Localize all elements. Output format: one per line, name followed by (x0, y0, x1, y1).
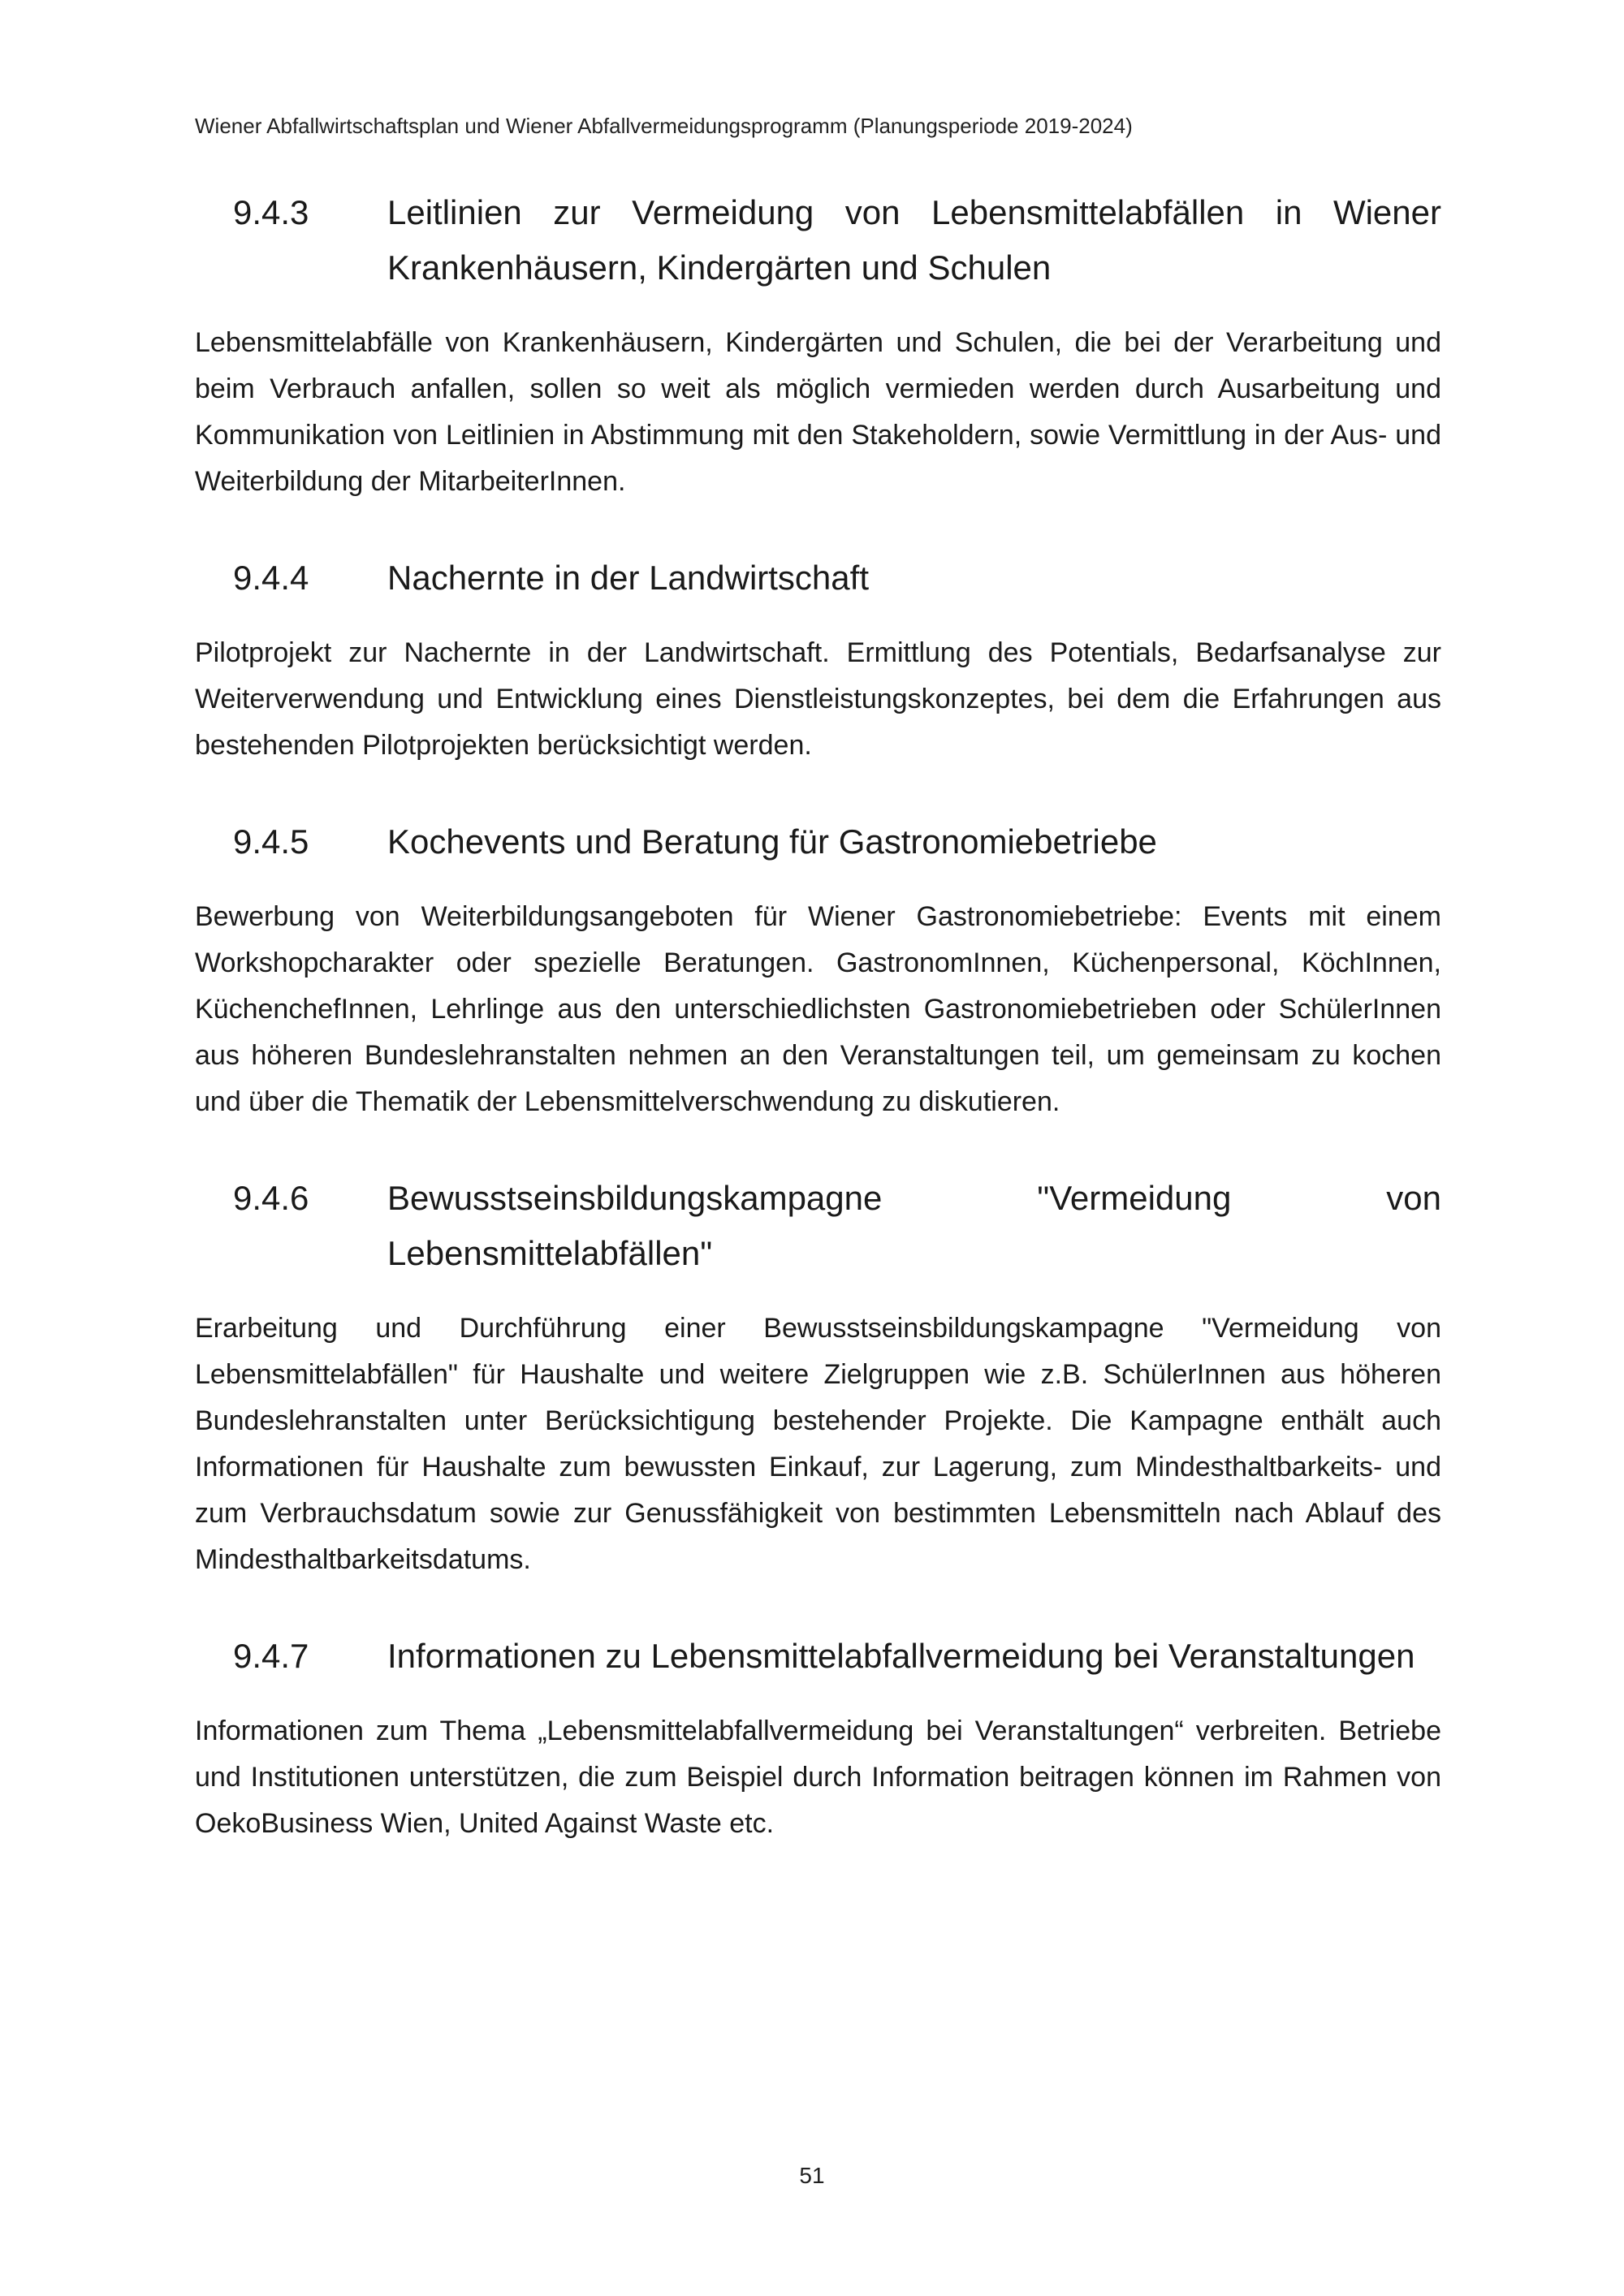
section-paragraph: Bewerbung von Weiterbildungsangeboten für Wiener Gastronomiebetriebe: Events mit einem Workshopcharakter oder spezielle Beratungen. GastronomInnen, Küchenpersonal, KöchInnen, KüchenchefInnen, Lehrlinge aus den unterschiedlichsten Gastronomiebetrieben oder SchülerInnen aus höheren Bundeslehranstalten nehmen an den Veranstaltungen teil, um gemeinsam zu kochen und über die Thematik der Lebensmittelverschwendung zu diskutieren. (195, 901, 1441, 1117)
section-heading (195, 1629, 1441, 1684)
section-heading (195, 185, 1441, 296)
section-paragraph: Erarbeitung und Durchführung einer Bewusstseinsbildungskampagne "Vermeidung von Lebensmittelabfällen" für Haushalte und weitere Zielgruppen wie z.B. SchülerInnen aus höheren Bundeslehranstalten unter Berücksichtigung bestehender Projekte. Die Kampagne enthält auch Informationen für Haushalte zum bewussten Einkauf, zur Lagerung, zum Mindesthaltbarkeits- und zum Verbrauchsdatum sowie zur Genussfähigkeit von bestimmten Lebensmitteln nach Ablauf des Mindesthaltbarkeitsdatums. (195, 1313, 1441, 1575)
section-heading (195, 814, 1441, 870)
section-number: 9.4.7 (233, 1637, 309, 1675)
section-heading (195, 550, 1441, 606)
section-9-4-4 (195, 550, 1441, 769)
section-9-4-7 (195, 1629, 1441, 1847)
section-title: Nachernte in der Landwirtschaft (387, 559, 869, 597)
section-9-4-5 (195, 814, 1441, 1125)
section-number: 9.4.4 (233, 559, 309, 597)
section-9-4-6 (195, 1171, 1441, 1583)
section-heading (195, 1171, 1441, 1281)
section-paragraph: Pilotprojekt zur Nachernte in der Landwirtschaft. Ermittlung des Potentials, Bedarfsanalyse zur Weiterverwendung und Entwicklung eines Dienstleistungskonzeptes, bei dem die Erfahrungen aus bestehenden Pilotprojekten berücksichtigt werden. (195, 637, 1441, 761)
page-number: 51 (799, 2163, 825, 2188)
section-9-4-3 (195, 185, 1441, 505)
running-header: Wiener Abfallwirtschaftsplan und Wiener Abfallvermeidungsprogramm (Planungsperiode 2019-2024) (195, 114, 1133, 138)
section-title: Kochevents und Beratung für Gastronomiebetriebe (387, 822, 1157, 861)
section-paragraph: Informationen zum Thema „Lebensmittelabfallvermeidung bei Veranstaltungen“ verbreiten. Betriebe und Institutionen unterstützen, die zum Beispiel durch Information beitragen können im Rahmen von OekoBusiness Wien, United Against Waste etc. (195, 1716, 1441, 1839)
section-number: 9.4.3 (233, 193, 309, 231)
section-title: Leitlinien zur Vermeidung von Lebensmittelabfällen in Wiener Krankenhäusern, Kindergärten und Schulen (387, 193, 1441, 287)
section-title: Informationen zu Lebensmittelabfallvermeidung bei Veranstaltungen (387, 1637, 1415, 1675)
section-title: Bewusstseinsbildungskampagne "Vermeidung von Lebensmittelabfällen" (387, 1179, 1441, 1272)
section-number: 9.4.5 (233, 822, 309, 861)
document-body (195, 185, 1441, 1892)
section-paragraph: Lebensmittelabfälle von Krankenhäusern, Kindergärten und Schulen, die bei der Verarbeitung und beim Verbrauch anfallen, sollen so weit als möglich vermieden werden durch Ausarbeitung und Kommunikation von Leitlinien in Abstimmung mit den Stakeholdern, sowie Vermittlung in der Aus- und Weiterbildung der MitarbeiterInnen. (195, 327, 1441, 497)
section-number: 9.4.6 (233, 1179, 309, 1217)
